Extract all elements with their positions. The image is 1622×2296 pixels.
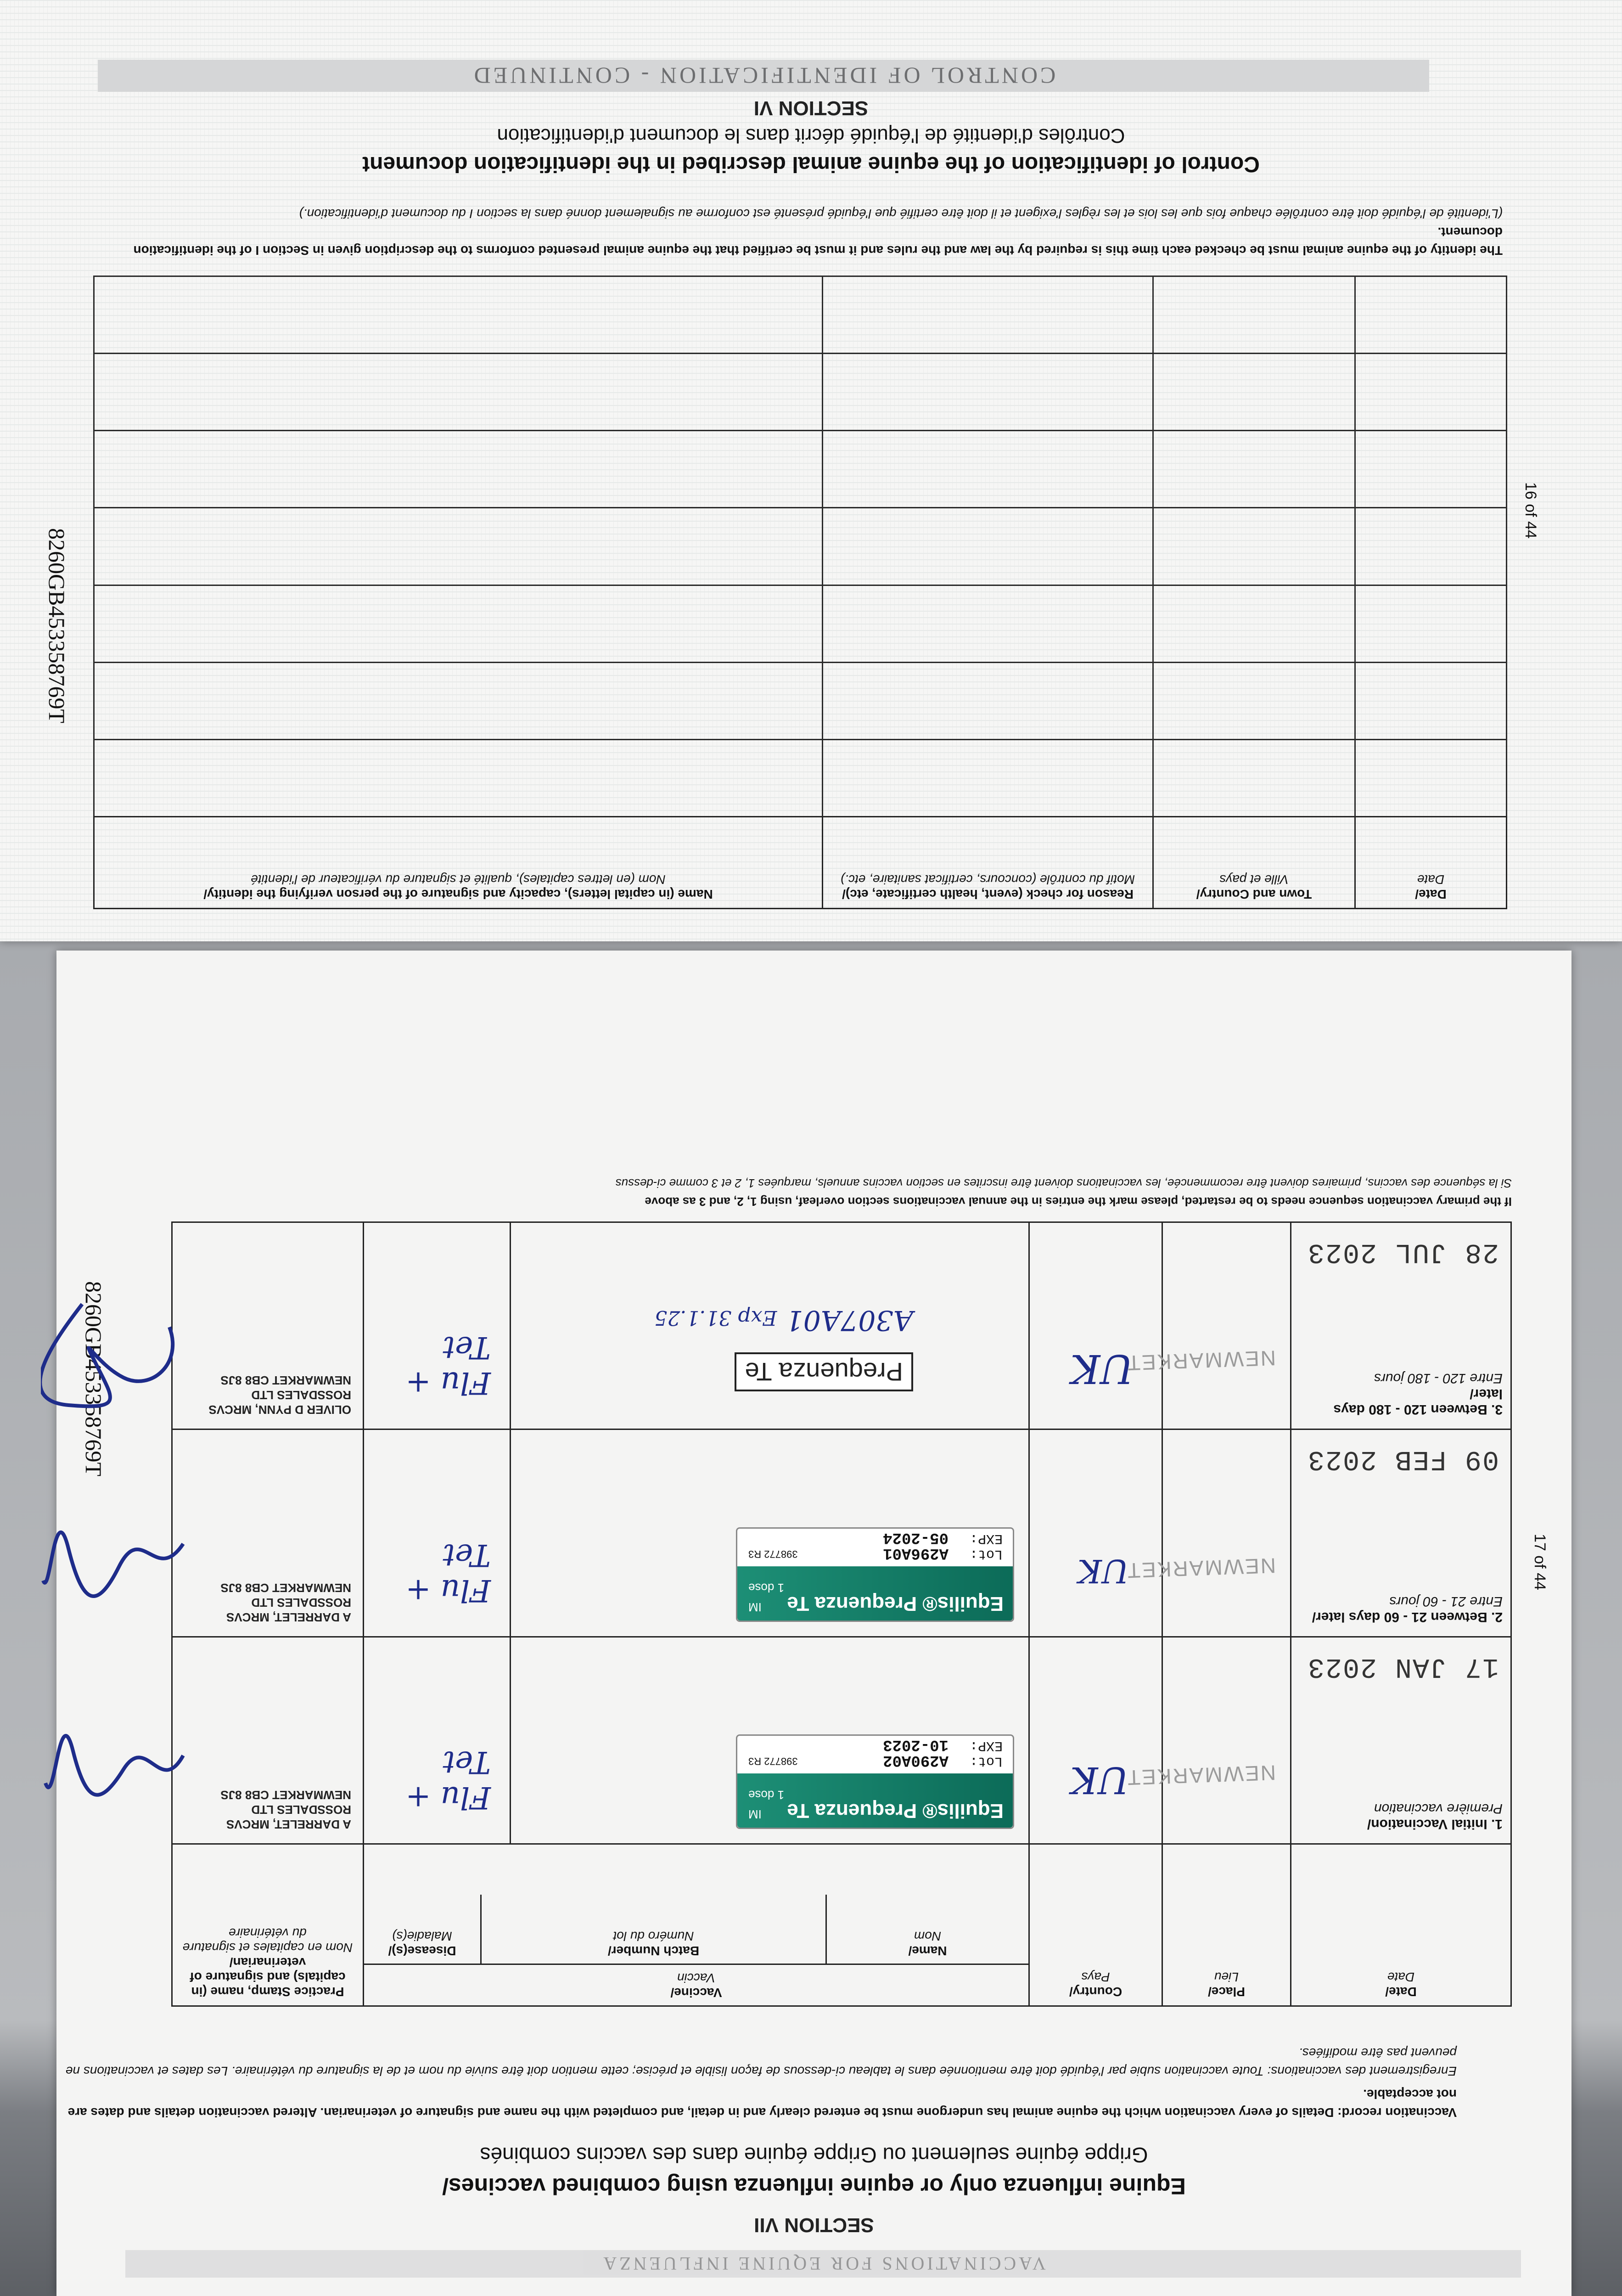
row2-vet — [172, 1429, 364, 1637]
col-country: Country/ Pays — [1029, 1844, 1162, 2006]
id-row — [94, 739, 1507, 816]
row1-sticker: Equilis® Prequenza Te IM 1 dose Lot: A290A02 EXP: 10-2023 398772 R3 — [736, 1734, 1014, 1829]
footnote-en: If the primary vaccination sequence needs to be restarted, please mark the entries in the annual vaccinations section overleaf, using 1, 2, and 3 as above — [645, 1195, 1512, 1209]
section-title: SECTION VII — [754, 2214, 874, 2236]
col-date: Date/ Date — [1291, 1844, 1511, 2006]
record-en: Vaccination record: Details of every vaccination which the equine animal has undergone must be entered clearly and in detail, and completed with the name and signature of veterinarian. Altered vaccination details and dates are not acceptable. — [67, 2087, 1457, 2120]
page-number: 16 of 44 — [1522, 482, 1539, 539]
subcol-batch: Batch Number/ Numéro du lot — [480, 1895, 825, 1964]
footnote-fr: Si la séquence des vaccins, primaires doivent être recommencée, les vaccinations doivent être inscrites en section vaccins annuels, marquées 1, 2 et 3 comme ci-dessus — [615, 1176, 1512, 1190]
section-title-en: Control of identification of the equine animal described in the identification document — [362, 152, 1260, 176]
row3-vaccine-stamp: Prequenza Te — [735, 1352, 913, 1391]
row2-label: 2. Between 21 - 60 days later/ Entre 21 - 60 jours — [1312, 1593, 1503, 1625]
col-reason: Reason for check (event, health certificate, etc)/ Motif du contrôle (concours, certificat sanitaire, etc.) — [823, 817, 1153, 909]
col-town: Town and Country/ Ville et pays — [1153, 817, 1355, 909]
row3-label: 3. Between 120 - 180 days later/ Entre 120 - 180 jours — [1333, 1371, 1503, 1418]
row1-signature — [41, 1723, 188, 1824]
vaccination-row-1 — [172, 1637, 1511, 1844]
row2-vet-stamp: A DARRELET, MRCVS ROSSDALES LTD NEWMARKET CB8 8JS — [220, 1581, 351, 1624]
row3-disease-hand: Flu + Tet — [405, 1330, 491, 1401]
page-title-en: Equine influenza only or equine influenza using combined vaccines/ — [442, 2173, 1186, 2199]
subcol-name: Name/ Nom — [825, 1895, 1028, 1964]
row3-signature — [41, 1300, 188, 1419]
vaccination-row-2 — [172, 1429, 1511, 1637]
row1-vet-stamp: A DARRELET, MRCVS ROSSDALES LTD NEWMARKET CB8 8JS — [220, 1788, 351, 1832]
row2-date-stamp: 09 FEB 2023 — [1307, 1443, 1499, 1475]
col-verifier: Name (in capital letters), capacity and signature of the person verifying the identity/ Nom (en lettres capitales), qualité et signature du vérificateur de l'identité — [94, 817, 823, 909]
row1-country-hand: UK — [1070, 1759, 1129, 1802]
subcol-disease: Disease(s)/ Maladie(s) — [388, 1929, 456, 1958]
row2-place-stamp: NEWMARKET — [1126, 1553, 1276, 1583]
row3-date — [1291, 1222, 1511, 1429]
row3-disease — [364, 1222, 511, 1429]
id-row — [94, 354, 1507, 431]
row3-date-stamp: 28 JUL 2023 — [1307, 1236, 1499, 1267]
row3-lot-hand: A307A01 Exp 31.1.25 — [654, 1304, 913, 1337]
header-band: VACCINATIONS FOR EQUINE INFLUENZA — [125, 2250, 1521, 2278]
row3-vet-stamp: OLIVER D PYNN, MRCVS ROSSDALES LTD NEWMARKET CB8 8JS — [208, 1373, 351, 1417]
intro-fr: (L'identité de l'équidé doit être contrôlée chaque fois que les lois et les règles l'exigent et il doit être certifié que l'équidé présenté est conforme au signalement donné dans la section I du document d'identification.) — [299, 207, 1503, 221]
col-stamp: Practice Stamp, name (in capitals) and signature of veterinarian/ Nom en capitales et signature du vétérinaire — [172, 1844, 364, 2006]
page-16 — [0, 0, 1622, 941]
vaccination-row-3 — [172, 1222, 1511, 1429]
row1-disease-hand: Flu + Tet — [405, 1745, 491, 1816]
page-number: 17 of 44 — [1531, 1534, 1549, 1590]
row2-disease-hand: Flu + Tet — [405, 1537, 491, 1608]
row3-place-stamp: NEWMARKET — [1126, 1346, 1276, 1376]
header-row — [172, 1844, 1511, 2006]
page-17 — [56, 951, 1571, 2296]
page-title-fr: Grippe équine seulement ou Grippe équine dans des vaccins combinés — [480, 2143, 1148, 2167]
row1-vet — [172, 1637, 364, 1844]
vaccination-table — [171, 1221, 1512, 2007]
col-place: Place/ Lieu — [1162, 1844, 1291, 2006]
document-id: 8260GB453358769T — [44, 528, 70, 723]
intro-en: The identity of the equine animal must be checked each time this is required by the law and the rules and it must be certified that the equine animal presented conforms to the description given in Section I of the identification document. — [133, 225, 1503, 258]
row1-place-stamp: NEWMARKET — [1126, 1761, 1276, 1790]
id-row — [94, 508, 1507, 585]
row2-sticker: Equilis® Prequenza Te IM 1 dose Lot: A296A01 EXP: 05-2024 398772 R3 — [736, 1527, 1014, 1622]
document-id: 8260GB453358769T — [81, 1281, 107, 1476]
record-fr: Enregistrement des vaccinations: Toute vaccination subie par l'équidé doit être mentionnée dans le tableau ci-dessous de façon lisible et précise; cette mention doit être suivie du nom et de la signature du vétérinaire. Les dates et vaccinations ne peuvent pas être modifiées. — [65, 2046, 1457, 2078]
row1-place — [1126, 1637, 1291, 1844]
row1-label: 1. Initial Vaccination/ Première vaccination — [1367, 1801, 1503, 1832]
col-vaccine: Vaccine/ Vaccin Name/ Nom Batch Number/ Numéro du lot Disease(s)/ Maladie(s) — [364, 1844, 1029, 2006]
section-heading: SECTION VI — [753, 97, 869, 119]
row2-signature — [41, 1516, 188, 1617]
row1-date — [1291, 1637, 1511, 1844]
row3-country-hand: UK — [1071, 1345, 1134, 1392]
id-row — [94, 276, 1507, 354]
id-row — [94, 431, 1507, 508]
col-date: Date/ Date — [1355, 817, 1507, 909]
row1-country — [1029, 1637, 1162, 1844]
row2-country — [1029, 1429, 1162, 1637]
row3-vet — [172, 1222, 364, 1429]
row2-disease — [364, 1429, 511, 1637]
header-band: CONTROL OF IDENTIFICATION - CONTINUED — [98, 60, 1429, 92]
id-header-row — [94, 817, 1507, 909]
row2-date — [1291, 1429, 1511, 1637]
row2-place — [1126, 1429, 1291, 1637]
row2-country-hand: UK — [1078, 1552, 1129, 1590]
id-row — [94, 662, 1507, 739]
row3-country — [1029, 1222, 1162, 1429]
row3-vaccine-label — [511, 1222, 1029, 1429]
row1-date-stamp: 17 JAN 2023 — [1307, 1650, 1499, 1682]
section-title-fr: Contrôles d'identité de l'équidé décrit dans le document d'identification — [497, 124, 1125, 147]
identification-table — [93, 276, 1507, 909]
row1-disease — [364, 1637, 511, 1844]
row3-place — [1126, 1222, 1291, 1429]
row2-vaccine-label — [511, 1429, 1029, 1637]
id-row — [94, 585, 1507, 662]
row1-vaccine-label — [511, 1637, 1029, 1844]
